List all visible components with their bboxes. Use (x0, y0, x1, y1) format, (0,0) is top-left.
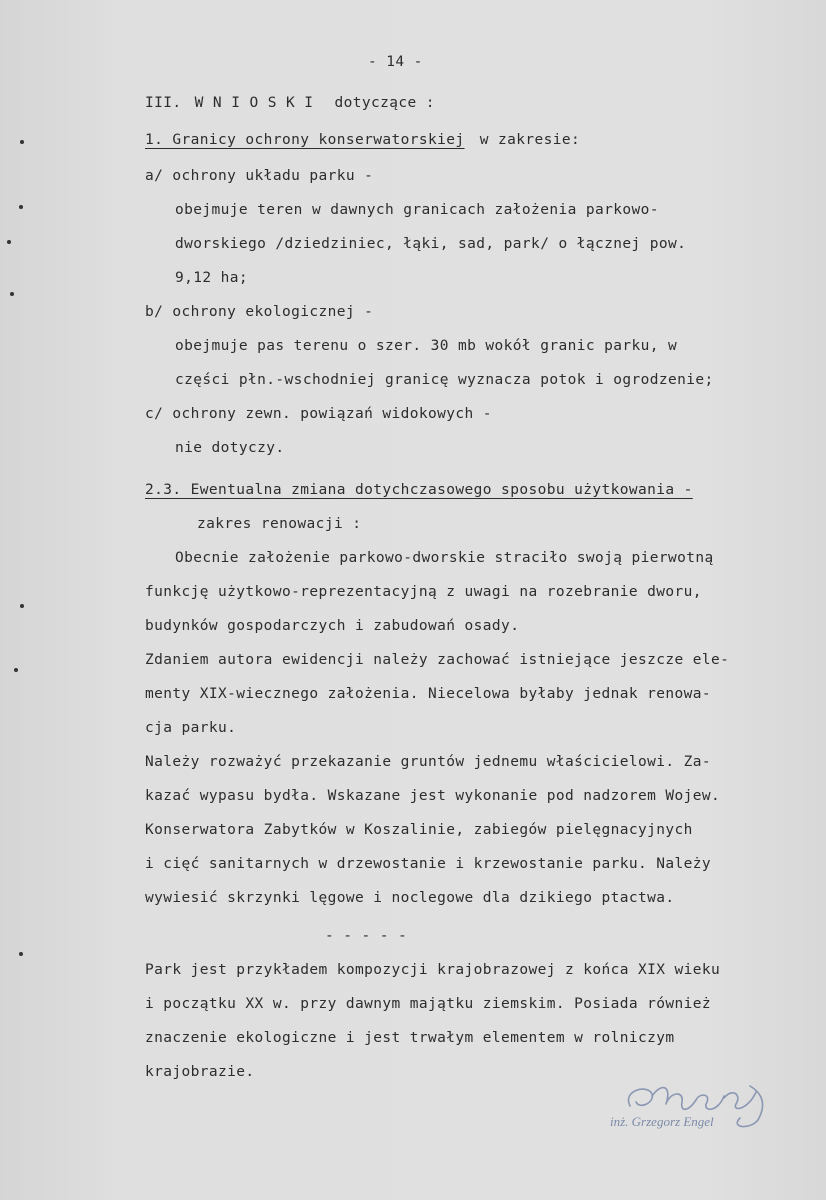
paragraph3-line: kazać wypasu bydła. Wskazane jest wykonanie pod nadzorem Wojew. (145, 788, 721, 804)
separator: - - - - - (325, 928, 408, 944)
punch-mark (19, 205, 23, 209)
signature-block (600, 1072, 800, 1152)
punch-mark (7, 240, 11, 244)
punch-mark (10, 292, 14, 296)
item1-heading (145, 132, 580, 148)
closing-line: znaczenie ekologiczne i jest trwałym elementem w rolniczym (145, 1030, 675, 1046)
punch-mark (20, 140, 24, 144)
paragraph1-line: Obecnie założenie parkowo-dworskie straciło swoją pierwotną (175, 550, 714, 566)
item1-c-line: nie dotyczy. (175, 440, 285, 456)
paragraph3-line: wywiesić skrzynki lęgowe i noclegowe dla dzikiego ptactwa. (145, 890, 675, 906)
item1-a-line: obejmuje teren w dawnych granicach założenia parkowo- (175, 202, 659, 218)
paragraph3-line: i cięć sanitarnych w drzewostanie i krzewostanie parku. Należy (145, 856, 712, 872)
item1-heading-text: 1. Granicy ochrony konserwatorskiej (145, 132, 465, 148)
paragraph1-line: budynków gospodarczych i zabudowań osady. (145, 618, 520, 634)
signature-stamp-name: inż. Grzegorz Engel (610, 1114, 714, 1129)
item1-a-label: a/ ochrony układu parku - (145, 168, 374, 184)
paragraph2-line: cja parku. (145, 720, 237, 736)
item1-b-label: b/ ochrony ekologicznej - (145, 304, 374, 320)
page-number: - 14 - (368, 54, 423, 70)
item1-a-line: dworskiego /dziedziniec, łąki, sad, park/ o łącznej pow. (175, 236, 687, 252)
closing-line: krajobrazie. (145, 1064, 255, 1080)
item1-c-label: c/ ochrony zewn. powiązań widokowych - (145, 406, 492, 422)
closing-line: Park jest przykładem kompozycji krajobrazowej z końca XIX wieku (145, 962, 721, 978)
item1-b-line: części płn.-wschodniej granicę wyznacza potok i ogrodzenie; (175, 372, 714, 388)
paragraph3-line: Konserwatora Zabytków w Koszalinie, zabiegów pielęgnacyjnych (145, 822, 693, 838)
section-heading (145, 95, 435, 111)
item1-b-line: obejmuje pas terenu o szer. 30 mb wokół granic parku, w (175, 338, 678, 354)
punch-mark (14, 668, 18, 672)
closing-line: i początku XX w. przy dawnym majątku ziemskim. Posiada również (145, 996, 712, 1012)
section-title: W N I O S K I (194, 95, 314, 111)
section-suffix: dotyczące : (334, 95, 435, 111)
item1-heading-suffix: w zakresie: (479, 132, 581, 148)
paragraph2-line: Zdaniem autora ewidencji należy zachować istniejące jeszcze ele- (145, 652, 730, 668)
paragraph1-line: funkcję użytkowo-reprezentacyjną z uwagi na rozebranie dworu, (145, 584, 702, 600)
item23-subheading: zakres renowacji : (197, 516, 362, 532)
item23-heading: 2.3. Ewentualna zmiana dotychczasowego sposobu użytkowania - (145, 482, 693, 498)
paragraph3-line: Należy rozważyć przekazanie gruntów jednemu właścicielowi. Za- (145, 754, 712, 770)
paragraph2-line: menty XIX-wiecznego założenia. Niecelowa byłaby jednak renowa- (145, 686, 712, 702)
section-number: III. (145, 95, 182, 111)
punch-mark (20, 604, 24, 608)
item1-a-line: 9,12 ha; (175, 270, 249, 286)
punch-mark (19, 952, 23, 956)
